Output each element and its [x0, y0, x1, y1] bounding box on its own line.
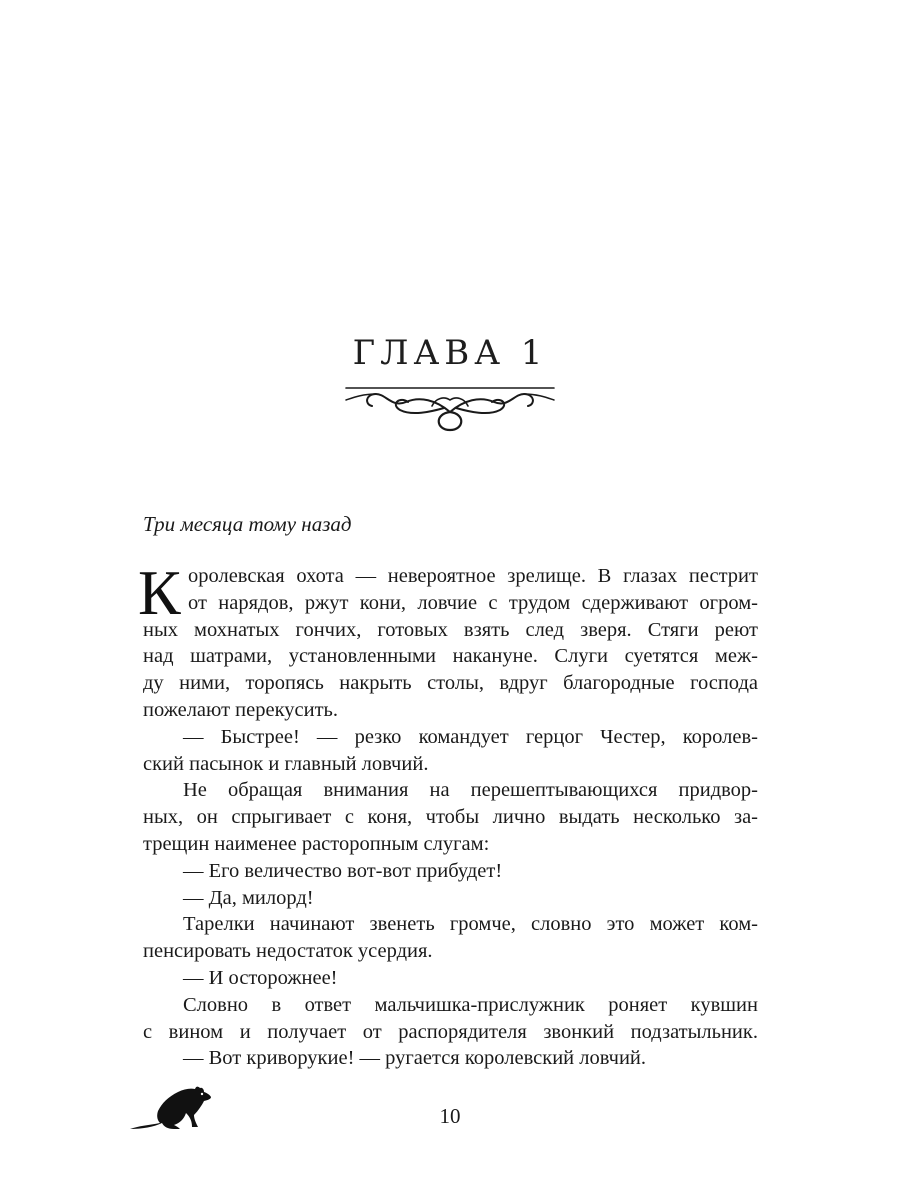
text-line: пенсировать недостаток усердия.	[143, 940, 433, 963]
text-line: оролевская охота — невероятное зрелище. В глазах пестрит	[188, 565, 758, 587]
flourish-divider-icon	[340, 372, 560, 438]
drop-cap: К	[138, 557, 181, 628]
epigraph: Три месяца тому назад	[143, 512, 352, 536]
text-line: ду ними, торопясь накрыть столы, вдруг благородные господа	[143, 672, 758, 695]
text-line: трещин наименее расторопным слугам:	[143, 832, 490, 855]
text-line: — И осторожнее!	[183, 966, 338, 989]
text-line: Не обращая внимания на перешептывающихся придвор-	[183, 779, 758, 802]
body-text	[138, 557, 758, 1072]
text-line: ский пасынок и главный ловчий.	[143, 752, 429, 775]
text-line: пожелают перекусить.	[143, 698, 339, 721]
text-line: с вином и получает от распорядителя звонкий подзатыльник.	[143, 1020, 758, 1043]
text-line: — Да, милорд!	[183, 886, 314, 909]
text-line: Тарелки начинают звенеть громче, словно это может ком-	[183, 913, 758, 936]
text-line: — Его величество вот-вот прибудет!	[183, 859, 503, 882]
text-line: ных мохнатых гончих, готовых взять след зверя. Стяги реют	[143, 618, 758, 641]
text-line: — Вот криворукие! — ругается королевский ловчий.	[183, 1047, 647, 1070]
text-line: от нарядов, ржут кони, ловчие с трудом сдерживают огром-	[188, 591, 758, 614]
text-line: — Быстрее! — резко командует герцог Честер, королев-	[183, 725, 758, 748]
text-line: над шатрами, установленными накануне. Слуги суетятся меж-	[143, 645, 758, 668]
chapter-title: ГЛАВА 1	[352, 333, 548, 373]
page-number: 10	[439, 1104, 461, 1128]
text-line: Словно в ответ мальчишка-прислужник роняет кувшин	[183, 993, 758, 1016]
text-line: ных, он спрыгивает с коня, чтобы лично выдать несколько за-	[143, 806, 758, 829]
